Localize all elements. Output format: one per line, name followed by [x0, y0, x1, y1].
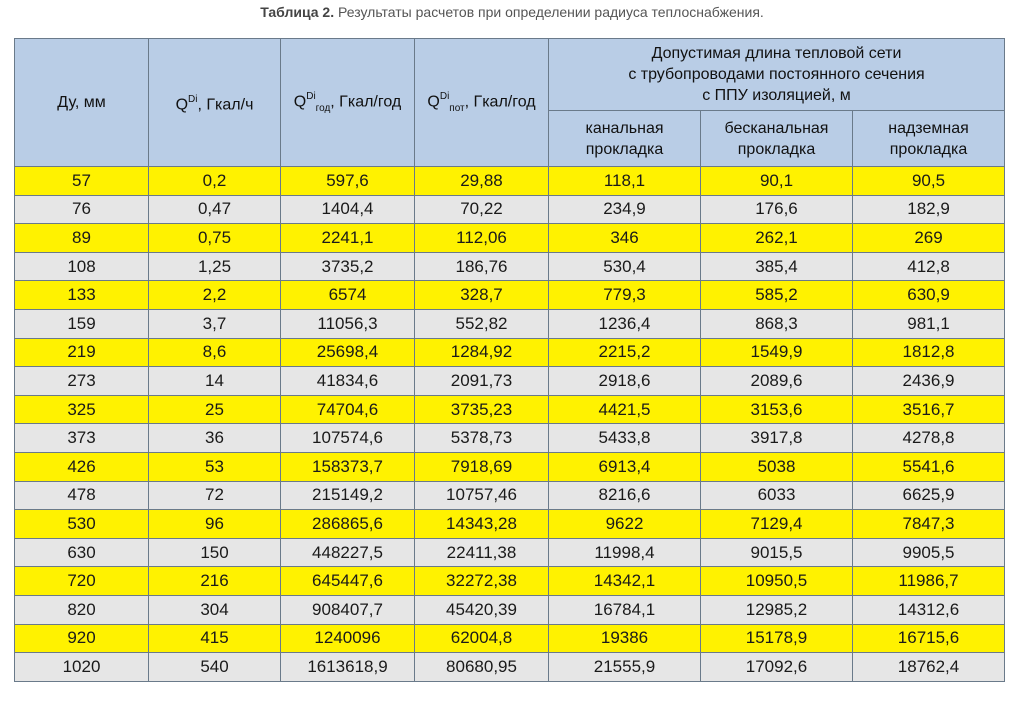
table-cell: 1236,4: [549, 309, 701, 338]
table-cell: 478: [15, 481, 149, 510]
table-cell: 908407,7: [281, 595, 415, 624]
table-cell: 9622: [549, 510, 701, 539]
table-cell: 16715,6: [853, 624, 1005, 653]
table-cell: 2091,73: [415, 367, 549, 396]
table-cell: 89: [15, 224, 149, 253]
table-cell: 11998,4: [549, 538, 701, 567]
table-cell: 630: [15, 538, 149, 567]
table-cell: 72: [149, 481, 281, 510]
column-group-header-length: Допустимая длина тепловой сети с трубопроводами постоянного сечения с ППУ изоляцией, м: [549, 39, 1005, 111]
table-cell: 10757,46: [415, 481, 549, 510]
table-row: [15, 452, 1005, 481]
table-cell: 182,9: [853, 195, 1005, 224]
table-cell: 3153,6: [701, 395, 853, 424]
table-cell: 76: [15, 195, 149, 224]
table-cell: 2215,2: [549, 338, 701, 367]
table-cell: 585,2: [701, 281, 853, 310]
table-cell: 150: [149, 538, 281, 567]
table-cell: 304: [149, 595, 281, 624]
table-cell: 80680,95: [415, 653, 549, 682]
table-cell: 262,1: [701, 224, 853, 253]
table-cell: 6625,9: [853, 481, 1005, 510]
table-cell: 328,7: [415, 281, 549, 310]
table-row: [15, 167, 1005, 196]
table-cell: 2089,6: [701, 367, 853, 396]
table-cell: 29,88: [415, 167, 549, 196]
column-header-du: Ду, мм: [15, 39, 149, 167]
table-cell: 19386: [549, 624, 701, 653]
table-cell: 1284,92: [415, 338, 549, 367]
column-header-q: $Q^{Di}$, Гкал/ч: [149, 39, 281, 167]
table-body: [15, 167, 1005, 682]
table-cell: 234,9: [549, 195, 701, 224]
table-cell: 45420,39: [415, 595, 549, 624]
table-cell: 17092,6: [701, 653, 853, 682]
table-cell: 11986,7: [853, 567, 1005, 596]
table-cell: 426: [15, 452, 149, 481]
caption-label: Таблица 2.: [260, 4, 335, 20]
table-row: [15, 367, 1005, 396]
table-cell: 3735,2: [281, 252, 415, 281]
table-cell: 6574: [281, 281, 415, 310]
table-row: [15, 567, 1005, 596]
table-cell: 2918,6: [549, 367, 701, 396]
table-cell: 112,06: [415, 224, 549, 253]
table-cell: 269: [853, 224, 1005, 253]
table-cell: 7129,4: [701, 510, 853, 539]
table-cell: 415: [149, 624, 281, 653]
table-cell: 186,76: [415, 252, 549, 281]
table-cell: 90,1: [701, 167, 853, 196]
table-cell: 12985,2: [701, 595, 853, 624]
table-cell: 108: [15, 252, 149, 281]
table-cell: 5433,8: [549, 424, 701, 453]
table-cell: 219: [15, 338, 149, 367]
table-cell: 176,6: [701, 195, 853, 224]
table-cell: 325: [15, 395, 149, 424]
table-cell: 15178,9: [701, 624, 853, 653]
table-cell: 57: [15, 167, 149, 196]
table-cell: 920: [15, 624, 149, 653]
table-cell: 7847,3: [853, 510, 1005, 539]
table-cell: 7918,69: [415, 452, 549, 481]
table-cell: 2241,1: [281, 224, 415, 253]
table-row: [15, 281, 1005, 310]
table-cell: 981,1: [853, 309, 1005, 338]
table-row: [15, 252, 1005, 281]
column-header-q-pot: $Q^{Di}_{пот}$, Гкал/год: [415, 39, 549, 167]
table-cell: 36: [149, 424, 281, 453]
table-cell: 1,25: [149, 252, 281, 281]
table-cell: 346: [549, 224, 701, 253]
table-cell: 5038: [701, 452, 853, 481]
table-row: [15, 395, 1005, 424]
table-cell: 16784,1: [549, 595, 701, 624]
table-cell: 1812,8: [853, 338, 1005, 367]
heat-supply-radius-table: [14, 38, 1005, 682]
table-cell: 216: [149, 567, 281, 596]
table-cell: 10950,5: [701, 567, 853, 596]
table-cell: 1549,9: [701, 338, 853, 367]
table-cell: 215149,2: [281, 481, 415, 510]
table-cell: 1613618,9: [281, 653, 415, 682]
table-cell: 4421,5: [549, 395, 701, 424]
table-cell: 107574,6: [281, 424, 415, 453]
table-cell: 96: [149, 510, 281, 539]
table-cell: 3735,23: [415, 395, 549, 424]
table-caption: [0, 4, 1024, 20]
table-row: [15, 195, 1005, 224]
table-cell: 868,3: [701, 309, 853, 338]
table-cell: 25: [149, 395, 281, 424]
table-cell: 9905,5: [853, 538, 1005, 567]
table-cell: 3,7: [149, 309, 281, 338]
table-cell: 21555,9: [549, 653, 701, 682]
table-row: [15, 481, 1005, 510]
table-row: [15, 595, 1005, 624]
table-cell: 25698,4: [281, 338, 415, 367]
table-cell: 0,75: [149, 224, 281, 253]
table-cell: 14342,1: [549, 567, 701, 596]
table-cell: 5541,6: [853, 452, 1005, 481]
table-cell: 3917,8: [701, 424, 853, 453]
table-cell: 14343,28: [415, 510, 549, 539]
table-cell: 820: [15, 595, 149, 624]
table-cell: 159: [15, 309, 149, 338]
table-cell: 14312,6: [853, 595, 1005, 624]
table-cell: 53: [149, 452, 281, 481]
column-header-q-god: $Q^{Di}_{год}$, Гкал/год: [281, 39, 415, 167]
table-cell: 448227,5: [281, 538, 415, 567]
table-cell: 6913,4: [549, 452, 701, 481]
table-cell: 133: [15, 281, 149, 310]
table-cell: 286865,6: [281, 510, 415, 539]
column-header-nadzem: надземная прокладка: [853, 111, 1005, 167]
table-cell: 8216,6: [549, 481, 701, 510]
table-cell: 41834,6: [281, 367, 415, 396]
table-cell: 0,47: [149, 195, 281, 224]
table-cell: 32272,38: [415, 567, 549, 596]
table-cell: 74704,6: [281, 395, 415, 424]
table-cell: 5378,73: [415, 424, 549, 453]
table-cell: 11056,3: [281, 309, 415, 338]
table-cell: 14: [149, 367, 281, 396]
table-cell: 8,6: [149, 338, 281, 367]
table-cell: 597,6: [281, 167, 415, 196]
table-cell: 6033: [701, 481, 853, 510]
table-row: [15, 653, 1005, 682]
table-cell: 552,82: [415, 309, 549, 338]
column-header-beskanal: бесканальная прокладка: [701, 111, 853, 167]
table-cell: 273: [15, 367, 149, 396]
table-cell: 62004,8: [415, 624, 549, 653]
table-cell: 0,2: [149, 167, 281, 196]
table-cell: 90,5: [853, 167, 1005, 196]
table-cell: 373: [15, 424, 149, 453]
table-cell: 630,9: [853, 281, 1005, 310]
table-cell: 158373,7: [281, 452, 415, 481]
table-cell: 385,4: [701, 252, 853, 281]
table-cell: 1240096: [281, 624, 415, 653]
table-cell: 720: [15, 567, 149, 596]
table-cell: 2,2: [149, 281, 281, 310]
table-row: [15, 624, 1005, 653]
table-cell: 2436,9: [853, 367, 1005, 396]
table-row: [15, 309, 1005, 338]
table-cell: 645447,6: [281, 567, 415, 596]
table-cell: 1404,4: [281, 195, 415, 224]
table-cell: 22411,38: [415, 538, 549, 567]
table-cell: 9015,5: [701, 538, 853, 567]
table-row: [15, 538, 1005, 567]
table-cell: 530,4: [549, 252, 701, 281]
table-row: [15, 510, 1005, 539]
caption-text: Результаты расчетов при определении радиуса теплоснабжения.: [338, 4, 764, 20]
table-cell: 1020: [15, 653, 149, 682]
table-cell: 4278,8: [853, 424, 1005, 453]
table-cell: 70,22: [415, 195, 549, 224]
table-cell: 18762,4: [853, 653, 1005, 682]
table-cell: 530: [15, 510, 149, 539]
table-row: [15, 424, 1005, 453]
table-cell: 540: [149, 653, 281, 682]
table-cell: 779,3: [549, 281, 701, 310]
table-cell: 3516,7: [853, 395, 1005, 424]
table-cell: 118,1: [549, 167, 701, 196]
table-cell: 412,8: [853, 252, 1005, 281]
table-row: [15, 224, 1005, 253]
table-row: [15, 338, 1005, 367]
column-header-kanal: канальная прокладка: [549, 111, 701, 167]
